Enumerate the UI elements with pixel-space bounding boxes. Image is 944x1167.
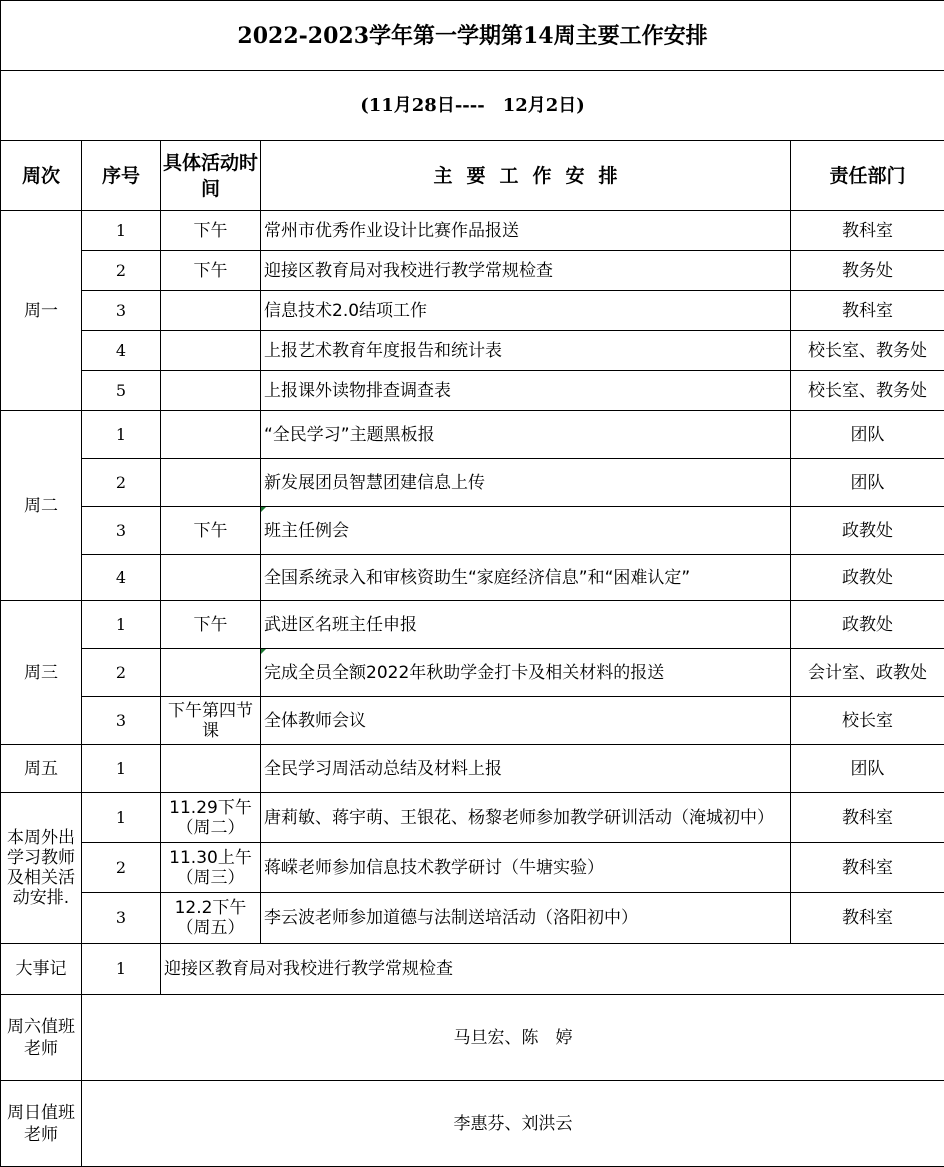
sunday-duty-row <box>1 1081 944 1167</box>
date-range: (11月28日---- 12月2日) <box>1 71 944 141</box>
table-row <box>1 507 944 555</box>
row-task: 完成全员全额2022年秋助学金打卡及相关材料的报送 <box>261 649 791 697</box>
major-events-text: 迎接区教育局对我校进行教学常规检查 <box>161 944 944 995</box>
table-row <box>1 211 944 251</box>
row-number: 2 <box>82 843 161 893</box>
table-row <box>1 697 944 745</box>
major-events-label: 大事记 <box>1 944 82 995</box>
table-row <box>1 331 944 371</box>
saturday-duty-label-text: 周六值班老师 <box>1 1016 81 1060</box>
row-task: 上报艺术教育年度报告和统计表 <box>261 331 791 371</box>
table-row <box>1 371 944 411</box>
row-number: 1 <box>82 793 161 843</box>
row-time <box>161 555 261 601</box>
row-dept: 教务处 <box>791 251 944 291</box>
table-row <box>1 411 944 459</box>
row-number: 1 <box>82 211 161 251</box>
header-number: 序号 <box>82 141 161 211</box>
row-number: 1 <box>82 601 161 649</box>
row-number: 5 <box>82 371 161 411</box>
table-row <box>1 843 944 893</box>
table-row <box>1 793 944 843</box>
header-task: 主要工作安排 <box>261 141 791 211</box>
header-dept: 责任部门 <box>791 141 944 211</box>
saturday-duty-names: 马旦宏、陈 婷 <box>82 995 944 1081</box>
row-task: 迎接区教育局对我校进行教学常规检查 <box>261 251 791 291</box>
row-time: 下午第四节课 <box>161 697 261 745</box>
row-time: 11.30上午（周三） <box>161 843 261 893</box>
major-events-row <box>1 944 944 995</box>
sunday-duty-label <box>1 1081 82 1167</box>
day-label-outing: 本周外出学习教师及相关活动安排. <box>1 793 82 944</box>
row-dept: 政教处 <box>791 507 944 555</box>
table-row <box>1 601 944 649</box>
saturday-duty-label <box>1 995 82 1081</box>
row-time: 下午 <box>161 251 261 291</box>
row-dept: 政教处 <box>791 555 944 601</box>
row-task: 班主任例会 <box>261 507 791 555</box>
row-task: 武进区名班主任申报 <box>261 601 791 649</box>
table-row <box>1 649 944 697</box>
header-time-label: 具体活动时间 <box>161 150 260 202</box>
row-task: 蒋嵘老师参加信息技术教学研讨（牛塘实验） <box>261 843 791 893</box>
row-number: 3 <box>82 893 161 944</box>
major-events-number: 1 <box>82 944 161 995</box>
sunday-duty-label-text: 周日值班老师 <box>1 1102 81 1146</box>
row-dept: 教科室 <box>791 793 944 843</box>
row-task: 上报课外读物排查调查表 <box>261 371 791 411</box>
day-label-tuesday: 周二 <box>1 411 82 601</box>
page-title: 2022-2023学年第一学期第14周主要工作安排 <box>1 1 944 71</box>
row-dept: 教科室 <box>791 291 944 331</box>
row-time: 12.2下午（周五） <box>161 893 261 944</box>
row-task: 李云波老师参加道德与法制送培活动（洛阳初中） <box>261 893 791 944</box>
row-dept: 会计室、政教处 <box>791 649 944 697</box>
row-number: 2 <box>82 649 161 697</box>
row-task: 全体教师会议 <box>261 697 791 745</box>
row-number: 2 <box>82 251 161 291</box>
day-label-monday: 周一 <box>1 211 82 411</box>
row-number: 3 <box>82 291 161 331</box>
row-dept: 政教处 <box>791 601 944 649</box>
row-dept: 团队 <box>791 411 944 459</box>
row-time <box>161 371 261 411</box>
row-task: 新发展团员智慧团建信息上传 <box>261 459 791 507</box>
row-task: 信息技术2.0结项工作 <box>261 291 791 331</box>
row-time: 下午 <box>161 601 261 649</box>
row-number: 3 <box>82 507 161 555</box>
row-task: 唐莉敏、蒋宇萌、王银花、杨黎老师参加教学研训活动（淹城初中） <box>261 793 791 843</box>
sunday-duty-names: 李惠芬、刘洪云 <box>82 1081 944 1167</box>
header-time <box>161 141 261 211</box>
row-time <box>161 331 261 371</box>
row-dept: 校长室、教务处 <box>791 331 944 371</box>
header-week: 周次 <box>1 141 82 211</box>
table-row <box>1 291 944 331</box>
row-number: 2 <box>82 459 161 507</box>
day-label-wednesday: 周三 <box>1 601 82 745</box>
row-number: 1 <box>82 745 161 793</box>
row-time <box>161 411 261 459</box>
row-number: 4 <box>82 331 161 371</box>
row-dept: 团队 <box>791 745 944 793</box>
row-time <box>161 459 261 507</box>
row-task: 全国系统录入和审核资助生“家庭经济信息”和“困难认定” <box>261 555 791 601</box>
row-time: 11.29下午（周二） <box>161 793 261 843</box>
date-row <box>1 71 944 141</box>
row-dept: 教科室 <box>791 893 944 944</box>
table-row <box>1 893 944 944</box>
row-time <box>161 745 261 793</box>
row-number: 1 <box>82 411 161 459</box>
table-row <box>1 459 944 507</box>
row-dept: 校长室、教务处 <box>791 371 944 411</box>
title-row <box>1 1 944 71</box>
day-label-friday: 周五 <box>1 745 82 793</box>
table-row <box>1 745 944 793</box>
header-row <box>1 141 944 211</box>
saturday-duty-row <box>1 995 944 1081</box>
table-row <box>1 555 944 601</box>
row-number: 4 <box>82 555 161 601</box>
row-time <box>161 649 261 697</box>
row-dept: 校长室 <box>791 697 944 745</box>
row-dept: 团队 <box>791 459 944 507</box>
row-number: 3 <box>82 697 161 745</box>
row-time: 下午 <box>161 211 261 251</box>
row-time <box>161 291 261 331</box>
row-dept: 教科室 <box>791 843 944 893</box>
table-row <box>1 251 944 291</box>
row-task: “全民学习”主题黑板报 <box>261 411 791 459</box>
row-task: 全民学习周活动总结及材料上报 <box>261 745 791 793</box>
row-time: 下午 <box>161 507 261 555</box>
row-task: 常州市优秀作业设计比赛作品报送 <box>261 211 791 251</box>
row-dept: 教科室 <box>791 211 944 251</box>
